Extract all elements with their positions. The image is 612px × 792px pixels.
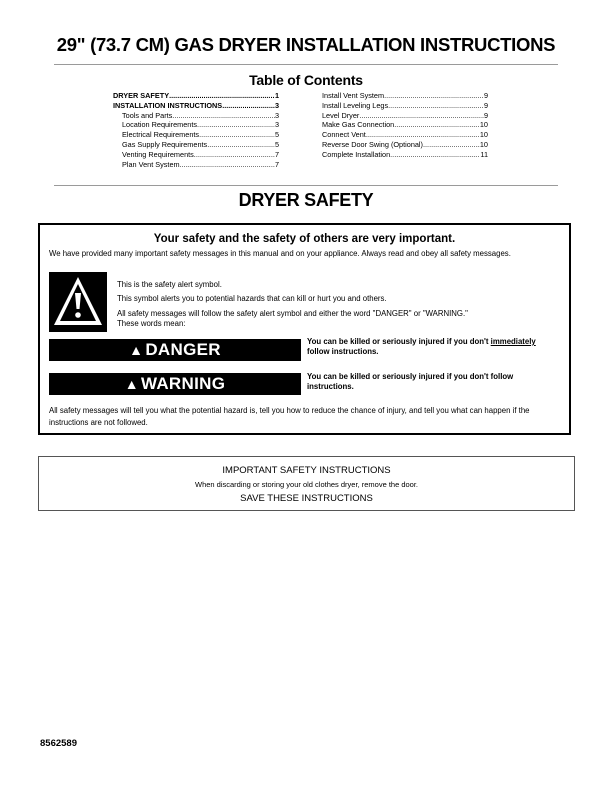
warning-triangle-icon: ▲ (124, 376, 139, 392)
danger-banner: ▲ DANGER (49, 339, 301, 361)
section-title: DRYER SAFETY (238, 190, 374, 210)
toc-entry[interactable]: DRYER SAFETY ..... 1 (113, 91, 279, 101)
symbol-description: These words mean: (117, 319, 186, 328)
toc-entry[interactable]: Make Gas Connection ..... 10 (322, 120, 488, 130)
page-title: 29" (73.7 CM) GAS DRYER INSTALLATION INSTRUCTIONS (56, 34, 556, 55)
toc-entry[interactable]: Reverse Door Swing (Optional) ..... 10 (322, 140, 488, 150)
warning-banner: ▲ WARNING (49, 373, 301, 395)
warning-triangle-icon: ▲ (129, 342, 144, 358)
safety-box (38, 223, 571, 435)
toc-title: Table of Contents (249, 72, 363, 88)
symbol-description: All safety messages will follow the safety alert symbol and either the word "DANGER" or "WARNING." (117, 309, 468, 318)
important-body: When discarding or storing your old clothes dryer, remove the door. (194, 480, 419, 489)
warning-description: You can be killed or seriously injured if you don't follow instructions. (307, 372, 514, 391)
toc-entry[interactable]: Connect Vent ..... 10 (322, 130, 488, 140)
important-title: IMPORTANT SAFETY INSTRUCTIONS (222, 465, 391, 476)
toc-entry[interactable]: Gas Supply Requirements ..... 5 (113, 140, 279, 150)
toc-entry[interactable]: Plan Vent System ..... 7 (113, 160, 279, 170)
document-number: 8562589 (40, 738, 77, 749)
toc-entry[interactable]: Tools and Parts ..... 3 (113, 111, 279, 121)
toc-entry[interactable]: Install Leveling Legs ..... 9 (322, 101, 488, 111)
safety-intro: We have provided many important safety messages in this manual and on your appliance. Always read and obey all safety messages. (49, 249, 511, 258)
toc-entry[interactable]: Location Requirements ..... 3 (113, 120, 279, 130)
toc-entry[interactable]: Electrical Requirements ..... 5 (113, 130, 279, 140)
save-instructions: SAVE THESE INSTRUCTIONS (240, 493, 373, 504)
safety-alert-triangle-icon (49, 272, 107, 332)
divider (54, 185, 558, 186)
toc-entry[interactable]: Level Dryer ..... 9 (322, 111, 488, 121)
toc-entry[interactable]: Complete Installation ..... 11 (322, 150, 488, 160)
important-safety-box (38, 456, 575, 511)
toc-left-column (113, 91, 279, 169)
symbol-description: This symbol alerts you to potential hazards that can kill or hurt you and others. (117, 294, 387, 303)
safety-heading: Your safety and the safety of others are very important. (153, 233, 456, 245)
symbol-description: This is the safety alert symbol. (117, 280, 222, 289)
toc-entry[interactable]: Install Vent System ..... 9 (322, 91, 488, 101)
toc-right-column (322, 91, 488, 160)
divider (54, 64, 558, 65)
toc-entry[interactable]: Venting Requirements ..... 7 (113, 150, 279, 160)
danger-description: You can be killed or seriously injured if you don't immediately follow instructions. (307, 337, 536, 356)
toc-entry[interactable]: INSTALLATION INSTRUCTIONS ..... 3 (113, 101, 279, 111)
safety-footer: All safety messages will tell you what the potential hazard is, tell you how to reduce the chance of injury, and tell you what can happen if the instructions are not followed. (49, 406, 530, 427)
